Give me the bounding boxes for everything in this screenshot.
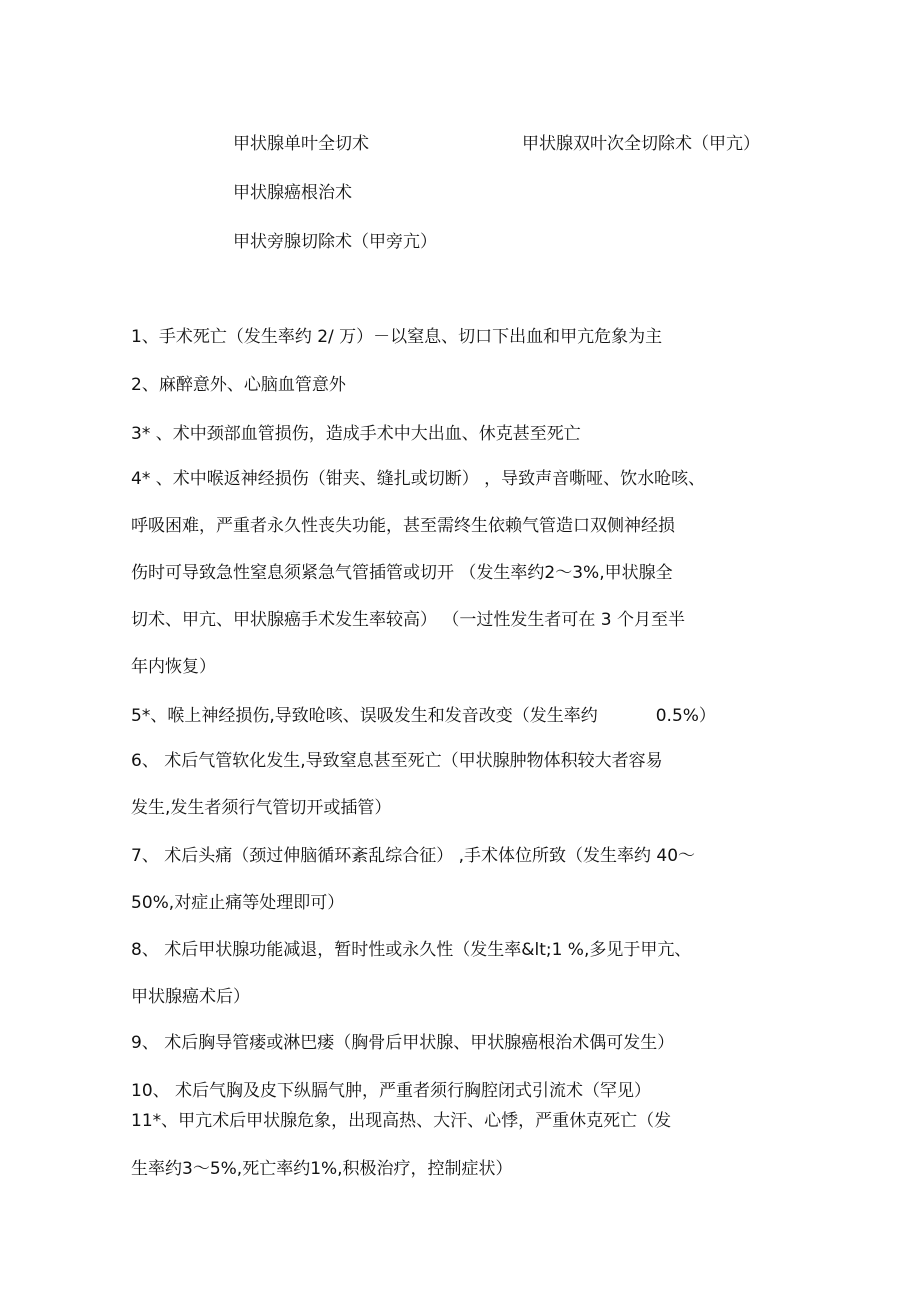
complication-item: 8、 术后甲状腺功能减退，暂时性或永久性（发生率&lt;1 %,多见于甲亢、	[131, 940, 692, 960]
procedure-item: 甲状腺单叶全切术	[233, 134, 369, 154]
complication-text: 甲状腺癌术后）	[131, 987, 250, 1007]
complication-item: 6、 术后气管软化发生,导致窒息甚至死亡（甲状腺肿物体积较大者容易	[131, 751, 663, 771]
complication-text: 年内恢复）	[131, 657, 216, 677]
complication-item: 7、 术后头痛（颈过伸脑循环紊乱综合征） ,手术体位所致（发生率约 40～	[131, 846, 696, 866]
complication-item: 9、 术后胸导管瘘或淋巴瘘（胸骨后甲状腺、甲状腺癌根治术偶可发生）	[131, 1033, 675, 1053]
procedure-item: 甲状腺癌根治术	[233, 183, 352, 203]
complication-text: 切术、甲亢、甲状腺癌手术发生率较高） （一过性发生者可在 3 个月至半	[131, 610, 686, 630]
complication-item	[131, 705, 716, 727]
procedure-item: 甲状腺双叶次全切除术（甲亢）	[522, 134, 760, 154]
complication-text: 5*、喉上神经损伤,导致呛咳、误吸发生和发音改变（发生率约	[131, 706, 598, 726]
complication-rate: 0.5%）	[655, 706, 716, 726]
complication-item: 11*、甲亢术后甲状腺危象，出现高热、大汗、心悸，严重休克死亡（发	[131, 1111, 672, 1131]
complication-item: 3* 、术中颈部血管损伤，造成手术中大出血、休克甚至死亡	[131, 424, 581, 444]
procedure-item: 甲状旁腺切除术（甲旁亢）	[233, 232, 437, 252]
complication-text: 呼吸困难，严重者永久性丧失功能，甚至需终生依赖气管造口双侧神经损	[131, 516, 675, 536]
complication-text: 50%,对症止痛等处理即可）	[131, 893, 345, 913]
complication-item: 10、 术后气胸及皮下纵膈气肿，严重者须行胸腔闭式引流术（罕见）	[131, 1081, 652, 1101]
complication-text: 生率约3～5%,死亡率约1%,积极治疗，控制症状）	[131, 1159, 513, 1179]
complication-item: 2、麻醉意外、心脑血管意外	[131, 375, 346, 395]
complication-item: 4* 、术中喉返神经损伤（钳夹、缝扎或切断） ，导致声音嘶哑、饮水呛咳、	[131, 469, 706, 489]
complication-text: 伤时可导致急性窒息须紧急气管插管或切开 （发生率约2～3%,甲状腺全	[131, 563, 673, 583]
complication-text: 发生,发生者须行气管切开或插管）	[131, 798, 392, 818]
complication-item: 1、手术死亡（发生率约 2/ 万）－以窒息、切口下出血和甲亢危象为主	[131, 327, 663, 347]
